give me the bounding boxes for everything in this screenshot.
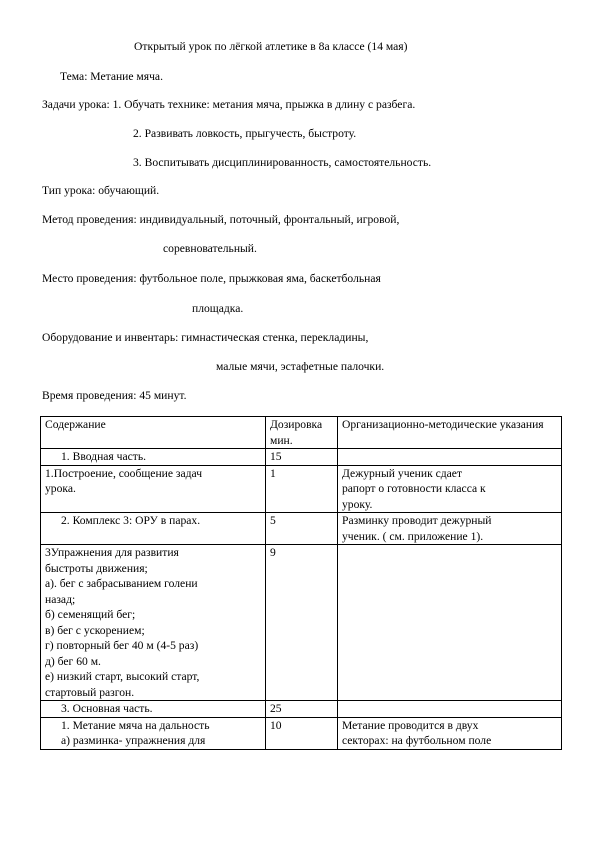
row-content: 2. Комплекс 3: ОРУ в парах. [41, 513, 266, 545]
row-content: 1. Метание мяча на дальность а) разминка- упражнения для [41, 717, 266, 749]
row-notes: Метание проводится в двух секторах: на футбольном поле [338, 717, 562, 749]
lesson-method-line-1: Метод проведения: индивидуальный, поточный, фронтальный, игровой, [42, 213, 400, 226]
header-dose: Дозировка мин. [266, 417, 338, 449]
row-dose: 1 [266, 465, 338, 513]
lesson-tasks-line-3: 3. Воспитывать дисциплинированность, самостоятельность. [133, 156, 432, 169]
lesson-method-line-2: соревновательный. [163, 242, 257, 255]
row-notes: Дежурный ученик сдает рапорт о готовности класса к уроку. [338, 465, 562, 513]
table-row [41, 513, 562, 545]
lesson-tasks-line-2: 2. Развивать ловкость, прыгучесть, быстроту. [133, 127, 357, 140]
header-content: Содержание [41, 417, 266, 449]
row-content: 1.Построение, сообщение задач урока. [41, 465, 266, 513]
table-row [41, 701, 562, 718]
row-content: 3. Основная часть. [41, 701, 266, 718]
table-row [41, 717, 562, 749]
table-header-row [41, 417, 562, 449]
row-content: 3Упражнения для развития быстроты движения; а). бег с забрасыванием голени назад; б) семенящий бег; в) бег с ускорением; г) повторный бег 40 м (4-5 раз) д) бег 60 м. е) низкий старт, высокий старт, стартовый разгон. [41, 545, 266, 701]
row-notes: Разминку проводит дежурный ученик. ( см. приложение 1). [338, 513, 562, 545]
row-dose: 5 [266, 513, 338, 545]
row-content: 1. Вводная часть. [41, 449, 266, 466]
table-row [41, 449, 562, 466]
lesson-place-line-2: площадка. [192, 302, 244, 315]
header-notes: Организационно-методические указания [338, 417, 562, 449]
lesson-tasks-line-1: Задачи урока: 1. Обучать технике: метания мяча, прыжка в длину с разбега. [42, 98, 416, 111]
lesson-place-line-1: Место проведения: футбольное поле, прыжковая яма, баскетбольная [42, 272, 381, 285]
document-title: Открытый урок по лёгкой атлетике в 8а классе (14 мая) [134, 40, 408, 53]
lesson-plan-table [40, 416, 562, 750]
row-notes [338, 449, 562, 466]
table-row [41, 545, 562, 701]
row-dose: 25 [266, 701, 338, 718]
row-notes [338, 545, 562, 701]
lesson-type: Тип урока: обучающий. [42, 184, 160, 197]
row-dose: 15 [266, 449, 338, 466]
row-dose: 10 [266, 717, 338, 749]
table-row [41, 465, 562, 513]
row-dose: 9 [266, 545, 338, 701]
row-notes [338, 701, 562, 718]
lesson-topic: Тема: Метание мяча. [60, 70, 163, 83]
lesson-equipment-line-1: Оборудование и инвентарь: гимнастическая стенка, перекладины, [42, 331, 369, 344]
lesson-duration: Время проведения: 45 минут. [42, 389, 187, 402]
lesson-equipment-line-2: малые мячи, эстафетные палочки. [216, 360, 385, 373]
